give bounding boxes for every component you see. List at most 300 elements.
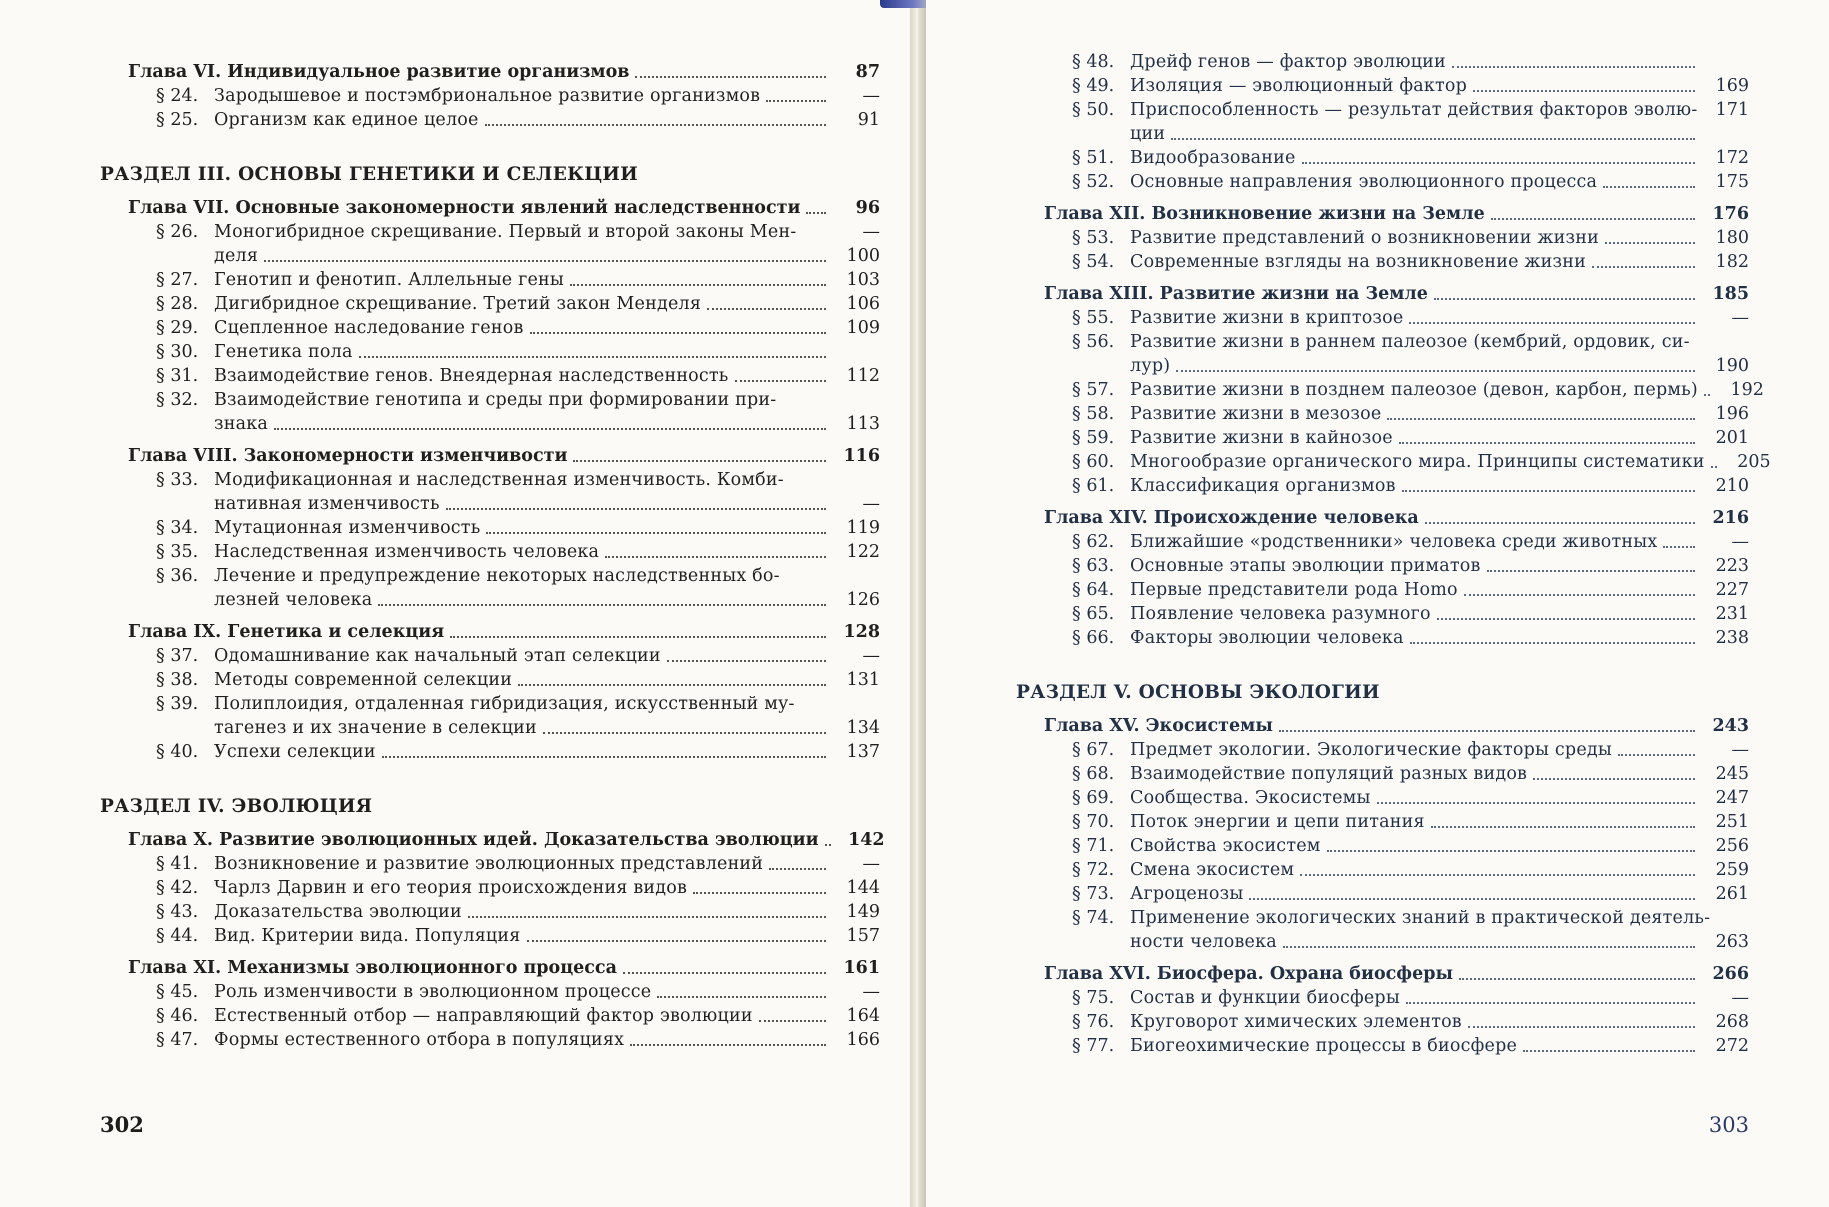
entry-page-number: 190 [1715,356,1749,376]
paragraph-entry [1016,882,1749,906]
paragraph-entry [100,316,880,340]
dot-leader [450,636,826,638]
dot-leader [1487,570,1695,572]
dot-leader [1171,138,1695,140]
entry-title: Первые представители рода Homo [1130,580,1458,600]
paragraph-number: § 77. [1072,1036,1115,1056]
paragraph-entry [100,268,880,292]
entry-title: Естественный отбор — направляющий фактор эволюции [214,1006,753,1026]
entry-title: Глава XII. Возникновение жизни на Земле [1044,204,1485,224]
paragraph-entry [100,292,880,316]
entry-title: Глава IX. Генетика и селекция [128,622,445,642]
paragraph-entry [100,340,880,364]
paragraph-number: § 29. [156,318,199,338]
entry-title: Дрейф генов — фактор эволюции [1130,52,1446,72]
dot-leader [570,284,826,286]
entry-title: Роль изменчивости в эволюционном процессе [214,982,652,1002]
page-number-left: 302 [100,1112,144,1137]
entry-page-number: 259 [1715,860,1749,880]
entry-title: Мутационная изменчивость [214,518,481,538]
paragraph-number: § 32. [156,390,199,410]
entry-title: Многообразие органического мира. Принципы систематики [1130,452,1705,472]
dot-leader [766,100,826,102]
entry-page-number: 149 [846,902,880,922]
dot-leader [1704,394,1710,396]
paragraph-entry [100,220,880,244]
dot-leader [1459,978,1695,980]
entry-page-number: 109 [846,318,880,338]
paragraph-number: § 27. [156,270,199,290]
paragraph-entry [1016,74,1749,98]
dot-leader [382,756,826,758]
entry-title: Глава X. Развитие эволюционных идей. Доказательства эволюции [128,830,819,850]
paragraph-number: § 66. [1072,628,1115,648]
entry-title: Взаимодействие популяций разных видов [1130,764,1528,784]
toc-entry-continuation [100,244,880,268]
paragraph-entry [100,900,880,924]
dot-leader [1473,90,1695,92]
dot-leader [1327,850,1695,852]
entry-title: Зародышевое и постэмбриональное развитие организмов [214,86,761,106]
toc-entry-continuation [1016,930,1749,954]
dot-leader [707,308,826,310]
dot-leader [735,380,826,382]
entry-page-number: — [862,646,880,666]
paragraph-entry [1016,810,1749,834]
paragraph-number: § 41. [156,854,199,874]
paragraph-entry [100,468,880,492]
entry-title: Поток энергии и цепи питания [1130,812,1425,832]
entry-title: Чарлз Дарвин и его теория происхождения видов [214,878,687,898]
paragraph-entry [1016,226,1749,250]
dot-leader [1464,594,1695,596]
entry-title: Лечение и предупреждение некоторых наследственных бо- [214,566,780,586]
dot-leader [1406,1002,1695,1004]
dot-leader [825,844,831,846]
paragraph-number: § 24. [156,86,199,106]
dot-leader [486,532,826,534]
entry-title: Глава XI. Механизмы эволюционного процесса [128,958,617,978]
dot-leader [264,260,826,262]
entry-title: Глава VIII. Закономерности изменчивости [128,446,568,466]
entry-page-number: 185 [1712,284,1749,304]
paragraph-number: § 65. [1072,604,1115,624]
dot-leader [518,684,826,686]
dot-leader [605,556,826,558]
paragraph-number: § 45. [156,982,199,1002]
paragraph-number: § 49. [1072,76,1115,96]
chapter-entry [100,956,880,980]
dot-leader [1399,442,1695,444]
dot-leader [543,732,826,734]
chapter-entry [1016,506,1749,530]
paragraph-number: § 38. [156,670,199,690]
dot-leader [667,660,826,662]
paragraph-number: § 58. [1072,404,1115,424]
entry-title: Круговорот химических элементов [1130,1012,1462,1032]
paragraph-number: § 70. [1072,812,1115,832]
paragraph-entry [1016,50,1749,74]
paragraph-number: § 51. [1072,148,1115,168]
entry-page-number: 180 [1715,228,1749,248]
paragraph-entry [100,692,880,716]
entry-page-number: 164 [846,1006,880,1026]
entry-page-number: — [862,86,880,106]
entry-title: Глава VI. Индивидуальное развитие организмов [128,62,630,82]
dot-leader [693,892,826,894]
table-of-contents-right [1016,50,1771,1058]
entry-title: Развитие жизни в мезозое [1130,404,1382,424]
entry-title: Развитие жизни в кайнозое [1130,428,1393,448]
paragraph-entry [100,364,880,388]
paragraph-entry [1016,98,1749,122]
entry-title: Наследственная изменчивость человека [214,542,600,562]
paragraph-entry [100,540,880,564]
paragraph-entry [1016,1010,1749,1034]
entry-title: Взаимодействие генотипа и среды при формировании при- [214,390,777,410]
paragraph-entry [100,668,880,692]
paragraph-number: § 68. [1072,764,1115,784]
chapter-entry [100,620,880,644]
dot-leader [468,916,826,918]
entry-page-number: 227 [1715,580,1749,600]
right-page [926,0,1829,1207]
entry-page-number: 131 [846,670,880,690]
paragraph-number: § 31. [156,366,199,386]
dot-leader [1377,802,1695,804]
dot-leader [1523,1050,1695,1052]
dot-leader [1425,522,1695,524]
paragraph-entry [1016,554,1749,578]
toc-entry-continuation [1016,122,1749,146]
chapter-entry [100,828,885,852]
entry-title: Факторы эволюции человека [1130,628,1404,648]
entry-title: Развитие жизни в криптозое [1130,308,1404,328]
entry-page-number: 238 [1715,628,1749,648]
dot-leader [1279,730,1695,732]
entry-page-number: 223 [1715,556,1749,576]
entry-page-number: 116 [843,446,880,466]
paragraph-entry [1016,146,1749,170]
dot-leader [1300,874,1695,876]
dot-leader [769,868,826,870]
paragraph-number: § 53. [1072,228,1115,248]
entry-page-number: 261 [1715,884,1749,904]
entry-page-number: 243 [1712,716,1749,736]
paragraph-entry [1016,170,1749,194]
toc-entry-continuation [100,412,880,436]
entry-page-number: 134 [846,718,880,738]
entry-title: Современные взгляды на возникновение жизни [1130,252,1587,272]
dot-leader [1402,490,1695,492]
entry-title: Глава XVI. Биосфера. Охрана биосферы [1044,964,1453,984]
paragraph-number: § 69. [1072,788,1115,808]
entry-page-number: 245 [1715,764,1749,784]
paragraph-entry [1016,402,1749,426]
entry-page-number: 192 [1730,380,1764,400]
entry-title: Методы современной селекции [214,670,513,690]
paragraph-entry [1016,426,1749,450]
entry-page-number: 210 [1715,476,1749,496]
entry-title: Свойства экосистем [1130,836,1321,856]
paragraph-entry [1016,530,1749,554]
dot-leader [635,76,826,78]
entry-page-number: 119 [846,518,880,538]
entry-page-number: 144 [846,878,880,898]
dot-leader [527,940,827,942]
dot-leader [1491,218,1695,220]
entry-page-number: 182 [1715,252,1749,272]
dot-leader [1663,546,1695,548]
paragraph-entry [1016,858,1749,882]
entry-page-number: 91 [857,110,880,130]
dot-leader [1452,66,1695,68]
section-heading: РАЗДЕЛ III. ОСНОВЫ ГЕНЕТИКИ И СЕЛЕКЦИИ [100,164,638,185]
entry-page-number: 112 [846,366,880,386]
paragraph-entry [1016,450,1771,474]
paragraph-number: § 52. [1072,172,1115,192]
dot-leader [573,460,826,462]
paragraph-number: § 42. [156,878,199,898]
entry-page-number: 96 [855,198,880,218]
paragraph-number: § 56. [1072,332,1115,352]
paragraph-number: § 44. [156,926,199,946]
entry-title: Глава XV. Экосистемы [1044,716,1273,736]
entry-title: Основные этапы эволюции приматов [1130,556,1481,576]
entry-page-number: 251 [1715,812,1749,832]
entry-page-number: 272 [1715,1036,1749,1056]
paragraph-number: § 64. [1072,580,1115,600]
paragraph-number: § 57. [1072,380,1115,400]
toc-entry-continuation [100,492,880,516]
entry-page-number: 137 [846,742,880,762]
dot-leader [1283,946,1695,948]
toc-entry-continuation [100,716,880,740]
paragraph-number: § 47. [156,1030,199,1050]
entry-page-number: — [1731,988,1749,1008]
dot-leader [359,356,826,358]
paragraph-number: § 55. [1072,308,1115,328]
entry-title: Смена экосистем [1130,860,1295,880]
paragraph-number: § 28. [156,294,199,314]
entry-title: Модификационная и наследственная изменчивость. Комби- [214,470,784,490]
paragraph-entry [100,644,880,668]
chapter-entry [100,196,880,220]
paragraph-entry [100,980,880,1004]
entry-title: нативная изменчивость [214,494,440,514]
entry-title: Доказательства эволюции [214,902,462,922]
entry-page-number: 103 [846,270,880,290]
dot-leader [1437,618,1695,620]
entry-title: Одомашнивание как начальный этап селекции [214,646,661,666]
book-gutter [910,0,926,1207]
entry-title: Возникновение и развитие эволюционных представлений [214,854,764,874]
dot-leader [630,1044,826,1046]
paragraph-entry [1016,474,1749,498]
paragraph-entry [1016,786,1749,810]
entry-page-number: 231 [1715,604,1749,624]
entry-title: Глава VII. Основные закономерности явлений наследственности [128,198,801,218]
paragraph-entry [1016,986,1749,1010]
entry-page-number: — [862,222,880,242]
chapter-entry [1016,282,1749,306]
left-page [0,0,910,1207]
entry-page-number: 171 [1715,100,1749,120]
paragraph-number: § 73. [1072,884,1115,904]
entry-title: ции [1130,124,1166,144]
entry-title: Глава XIV. Происхождение человека [1044,508,1419,528]
entry-title: Развитие жизни в позднем палеозое (девон, карбон, пермь) [1130,380,1698,400]
paragraph-entry [100,516,880,540]
dot-leader [1605,242,1695,244]
chapter-entry [100,60,880,84]
paragraph-number: § 46. [156,1006,199,1026]
dot-leader [623,972,826,974]
chapter-entry [1016,714,1749,738]
entry-title: Моногибридное скрещивание. Первый и второй законы Мен- [214,222,797,242]
entry-title: Развитие представлений о возникновении жизни [1130,228,1600,248]
paragraph-entry [1016,738,1749,762]
paragraph-number: § 71. [1072,836,1115,856]
paragraph-number: § 59. [1072,428,1115,448]
entry-title: деля [214,246,259,266]
entry-title: лур) [1130,356,1171,376]
paragraph-number: § 60. [1072,452,1115,472]
dot-leader [1603,186,1695,188]
paragraph-number: § 33. [156,470,199,490]
dot-leader [1431,826,1695,828]
paragraph-entry [1016,762,1749,786]
entry-title: Организм как единое целое [214,110,479,130]
paragraph-entry [100,564,880,588]
dot-leader [657,996,826,998]
dot-leader [1711,466,1717,468]
paragraph-number: § 43. [156,902,199,922]
paragraph-number: § 34. [156,518,199,538]
page-number-right: 303 [1708,1113,1749,1137]
entry-title: Состав и функции биосферы [1130,988,1400,1008]
entry-title: Видообразование [1130,148,1296,168]
entry-page-number: 263 [1715,932,1749,952]
table-of-contents-left [100,60,885,1052]
paragraph-number: § 54. [1072,252,1115,272]
entry-title: Глава XIII. Развитие жизни на Земле [1044,284,1428,304]
entry-title: Классификация организмов [1130,476,1396,496]
entry-page-number: 161 [843,958,880,978]
paragraph-entry [100,1028,880,1052]
dot-leader [1618,754,1695,756]
dot-leader [1409,322,1695,324]
dot-leader [1176,370,1695,372]
paragraph-entry [100,84,880,108]
entry-title: Биогеохимические процессы в биосфере [1130,1036,1518,1056]
paragraph-entry [1016,250,1749,274]
entry-page-number: — [862,854,880,874]
entry-title: Вид. Критерии вида. Популяция [214,926,521,946]
entry-title: Ближайшие «родственники» человека среди животных [1130,532,1658,552]
paragraph-number: § 61. [1072,476,1115,496]
entry-page-number: 205 [1737,452,1771,472]
paragraph-number: § 75. [1072,988,1115,1008]
entry-title: Генетика пола [214,342,353,362]
entry-title: Предмет экологии. Экологические факторы среды [1130,740,1612,760]
entry-title: лезней человека [214,590,373,610]
paragraph-entry [1016,906,1749,930]
paragraph-number: § 67. [1072,740,1115,760]
entry-page-number: 166 [846,1030,880,1050]
paragraph-entry [100,876,880,900]
section-heading: РАЗДЕЛ V. ОСНОВЫ ЭКОЛОГИИ [1016,682,1380,703]
paragraph-number: § 35. [156,542,199,562]
dot-leader [378,604,826,606]
entry-page-number: 172 [1715,148,1749,168]
entry-title: Полиплоидия, отдаленная гибридизация, искусственный му- [214,694,795,714]
entry-title: Основные направления эволюционного процесса [1130,172,1598,192]
entry-page-number: — [862,494,880,514]
paragraph-number: § 72. [1072,860,1115,880]
dot-leader [1592,266,1695,268]
paragraph-number: § 36. [156,566,199,586]
entry-title: знака [214,414,269,434]
entry-title: Сообщества. Экосистемы [1130,788,1371,808]
paragraph-number: § 30. [156,342,199,362]
entry-page-number: 87 [855,62,880,82]
paragraph-number: § 50. [1072,100,1115,120]
paragraph-entry [1016,578,1749,602]
dot-leader [759,1020,826,1022]
entry-page-number: 157 [846,926,880,946]
entry-title: Развитие жизни в раннем палеозое (кембрий, ордовик, си- [1130,332,1690,352]
dot-leader [1468,1026,1695,1028]
paragraph-number: § 25. [156,110,199,130]
dot-leader [1410,642,1695,644]
entry-title: Изоляция — эволюционный фактор [1130,76,1468,96]
entry-page-number: 268 [1715,1012,1749,1032]
entry-page-number: — [1731,532,1749,552]
paragraph-entry [100,924,880,948]
paragraph-entry [1016,378,1764,402]
paragraph-entry [1016,626,1749,650]
chapter-entry [1016,962,1749,986]
dot-leader [806,212,826,214]
paragraph-entry [100,852,880,876]
section-heading: РАЗДЕЛ IV. ЭВОЛЮЦИЯ [100,796,373,817]
entry-title: Сцепленное наследование генов [214,318,524,338]
dot-leader [530,332,826,334]
entry-page-number: 100 [846,246,880,266]
toc-entry-continuation [1016,354,1749,378]
entry-title: Появление человека разумного [1130,604,1431,624]
entry-title: Успехи селекции [214,742,376,762]
entry-page-number: 175 [1715,172,1749,192]
entry-title: Взаимодействие генов. Внеядерная наследственность [214,366,729,386]
entry-page-number: 176 [1712,204,1749,224]
dot-leader [1533,778,1695,780]
entry-title: Применение экологических знаний в практической деятель- [1130,908,1711,928]
entry-title: тагенез и их значение в селекции [214,718,537,738]
entry-title: Дигибридное скрещивание. Третий закон Менделя [214,294,702,314]
entry-page-number: 142 [848,830,885,850]
dot-leader [1434,298,1695,300]
paragraph-entry [100,1004,880,1028]
paragraph-entry [1016,834,1749,858]
toc-entry-continuation [100,588,880,612]
paragraph-number: § 62. [1072,532,1115,552]
paragraph-number: § 26. [156,222,199,242]
entry-page-number: 106 [846,294,880,314]
entry-page-number: 266 [1712,964,1749,984]
paragraph-entry [1016,306,1749,330]
